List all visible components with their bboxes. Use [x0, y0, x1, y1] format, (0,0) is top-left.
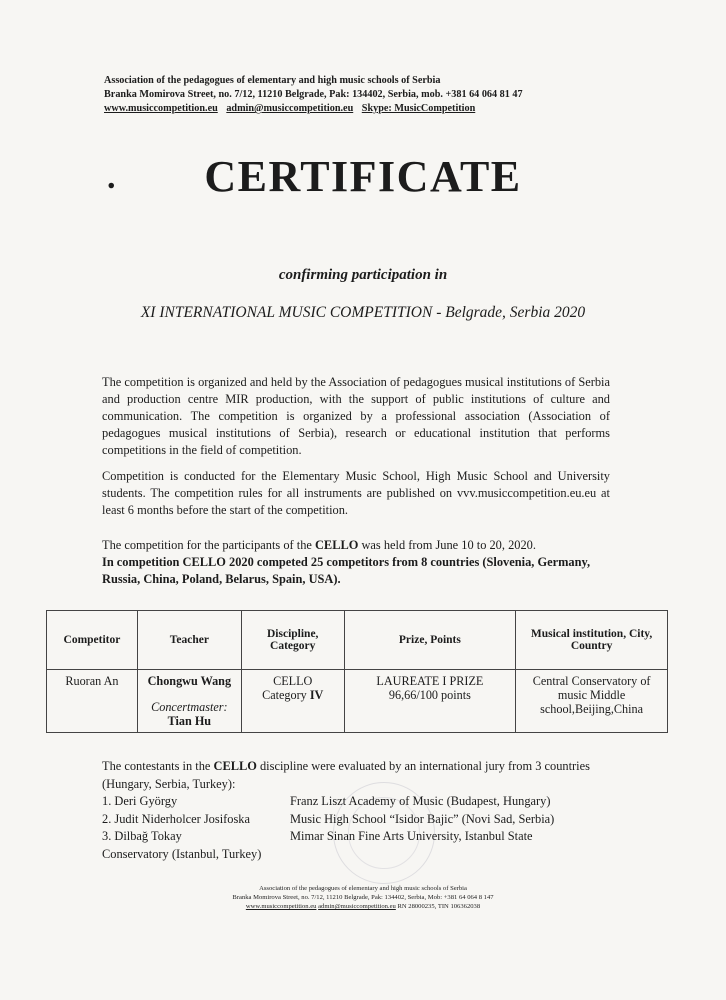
header-links — [104, 102, 624, 116]
jury-member-name: 1. Deri György — [102, 794, 178, 808]
header-block — [104, 74, 624, 116]
jury-member-name: 2. Judit Niderholcer Josifoska — [102, 811, 250, 826]
column-header-competitor: Competitor — [47, 611, 138, 670]
paragraph-organization: The competition is organized and held by the Association of pedagogues musical institutions of Serbia and production centre MIR production, with the support of public institutions of culture and communication. The competition is organized by a professional association (Association of pedagogues musical institutions of Serbia), research or educational institution that performs competitions in the field of competition. — [102, 375, 610, 457]
discipline-cell — [241, 670, 344, 733]
jury-member-institution: Franz Liszt Academy of Music (Budapest, Hungary) — [290, 794, 551, 808]
jury-discipline: CELLO — [213, 759, 257, 773]
prize-value: LAUREATE I PRIZE — [376, 674, 484, 688]
jury-member-institution: Music High School “Isidor Bajic” (Novi Sad, Serbia) — [290, 811, 555, 826]
header-line-2: Branka Momirova Street, no. 7/12, 11210 Belgrade, Pak: 134402, Serbia, mob. +381 64 064 81 47 — [104, 89, 523, 100]
footer-line-3 — [0, 902, 726, 911]
footer-website-link[interactable]: www.musiccompetition.eu — [245, 903, 317, 910]
competitor-cell: Ruoran An — [47, 670, 138, 733]
competition-name: XI INTERNATIONAL MUSIC COMPETITION - Belgrade, Serbia 2020 — [140, 304, 586, 321]
column-header-discipline: Discipline, Category — [241, 611, 344, 670]
footer-line-1: Association of the pedagogues of elementary and high music schools of Serbia — [259, 885, 467, 892]
jury-intro-pre: The contestants in the — [102, 759, 214, 773]
paragraph-cello — [102, 537, 610, 588]
table-row — [47, 670, 668, 733]
column-header-institution: Musical institution, City, Country — [516, 611, 668, 670]
jury-section — [102, 758, 610, 863]
concertmaster-label: Concertmaster: — [151, 700, 228, 714]
cello-word: CELLO — [314, 538, 359, 552]
results-table — [46, 610, 668, 733]
subtitle: confirming participation in — [278, 267, 448, 283]
jury-member — [102, 811, 610, 829]
certificate-title: CERTIFICATE — [204, 152, 522, 201]
footer-line-2: Branka Momirova Street, no. 7/12, 11210 Belgrade, Pak: 134402, Serbia, Mob: +381 64 064 8 147 — [232, 894, 494, 901]
institution-cell: Central Conservatory of music Middle school,Beijing,China — [516, 670, 668, 733]
table-header-row — [47, 611, 668, 670]
jury-member-institution: Mimar Sinan Fine Arts University, Istanbul State — [290, 829, 533, 843]
skype-link[interactable]: Skype: MusicCompetition — [361, 103, 476, 114]
cello-dates-pre: The competition for the participants of the — [102, 538, 315, 552]
teacher-cell — [137, 670, 241, 733]
footer-block — [0, 884, 726, 911]
website-link[interactable]: www.musiccompetition.eu — [104, 103, 218, 114]
category-prefix: Category — [262, 688, 310, 702]
header-line-1: Association of the pedagogues of elementary and high music schools of Serbia — [104, 75, 441, 86]
jury-intro-post: discipline were evaluated by an international jury from 3 countries (Hungary, Serbia, Turkey): — [102, 759, 590, 791]
title-bullet: . — [107, 159, 116, 196]
footer-email-link[interactable]: admin@musiccompetition.eu — [318, 903, 396, 910]
column-header-teacher: Teacher — [137, 611, 241, 670]
email-link[interactable]: admin@musiccompetition.eu — [226, 103, 354, 114]
cello-competitors-summary: In competition CELLO 2020 competed 25 competitors from 8 countries (Slovenia, Germany, Russia, China, Poland, Belarus, Spain, USA). — [102, 555, 591, 586]
concertmaster-name: Tian Hu — [167, 714, 212, 728]
jury-member-name: 3. Dilbağ Tokay — [102, 829, 182, 843]
jury-member — [102, 828, 610, 846]
teacher-name: Chongwu Wang — [147, 674, 232, 688]
discipline-value: CELLO — [273, 674, 313, 688]
jury-continuation: Conservatory (Istanbul, Turkey) — [102, 846, 262, 861]
column-header-prize: Prize, Points — [344, 611, 516, 670]
category-value — [247, 688, 339, 702]
points-value: 96,66/100 points — [388, 688, 471, 702]
cello-dates-post: was held from June 10 to 20, 2020. — [358, 538, 536, 552]
jury-member — [102, 793, 610, 811]
paragraph-conduct: Competition is conducted for the Elementary Music School, High Music School and University students. The competition rules for all instruments are published on vvv.musiccompetition.eu.eu at least 6 months before the start of the competition. — [102, 469, 610, 517]
prize-cell — [344, 670, 516, 733]
jury-intro — [102, 758, 610, 793]
footer-registration: RN 28000235, TIN 106362038 — [397, 903, 481, 910]
category-number: IV — [309, 688, 324, 702]
